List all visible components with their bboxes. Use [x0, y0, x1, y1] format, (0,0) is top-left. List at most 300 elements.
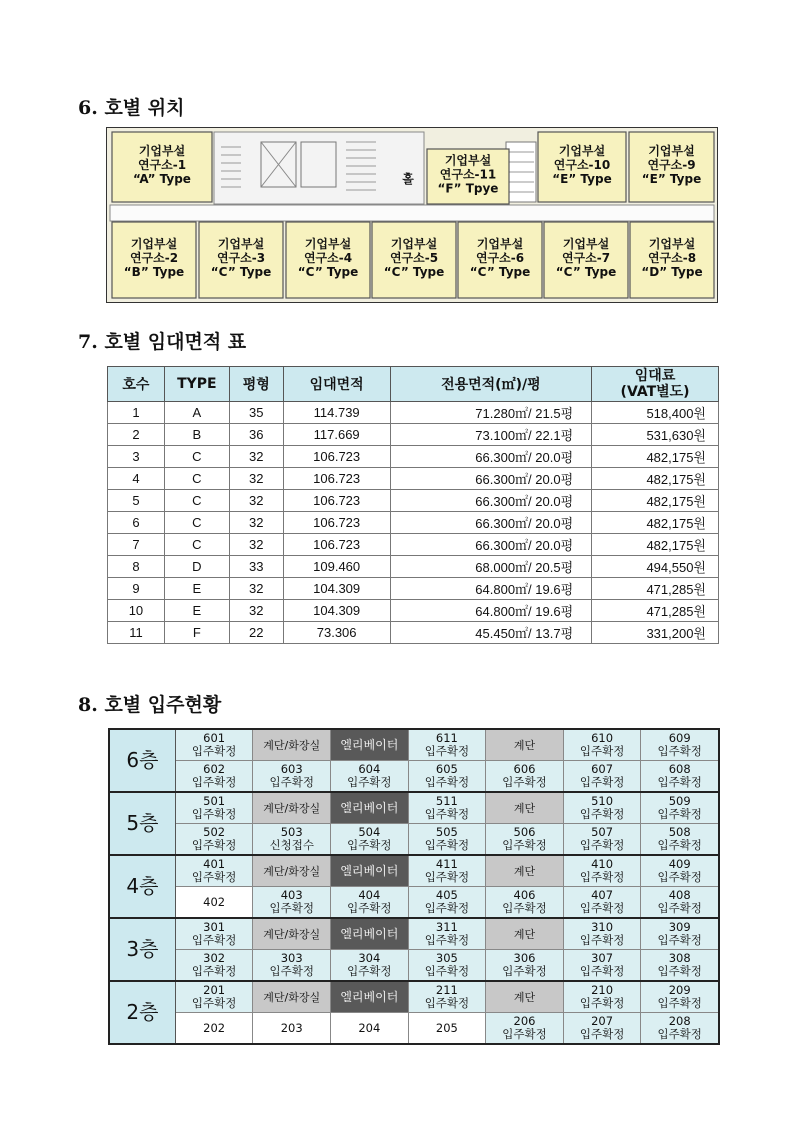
table-cell: 32: [229, 512, 283, 534]
table-cell: 66.300㎡/ 20.0평: [390, 534, 592, 556]
room-number: 404: [358, 888, 381, 902]
room-status: 입주확정: [424, 807, 470, 821]
room-label-line: 기업부설: [558, 144, 606, 158]
table-cell: 106.723: [283, 468, 390, 490]
room-number: 503: [280, 825, 303, 839]
floor-row-top: [109, 792, 719, 824]
col-header-unit: 호수: [108, 367, 165, 402]
room-label-line: 기업부설: [217, 237, 265, 251]
stair-cell: 계단/화장실: [253, 981, 331, 1013]
room-status: 입주확정: [424, 870, 470, 884]
room-status: 입주확정: [424, 901, 470, 915]
stair-cell: 계단: [486, 729, 564, 761]
room-number: 303: [280, 951, 303, 965]
stair-cell: 계단/화장실: [253, 918, 331, 950]
table-row: [108, 424, 719, 446]
room-number: 207: [591, 1014, 614, 1028]
table-row: [108, 512, 719, 534]
room-status: 입주확정: [579, 933, 625, 947]
room-cell: [641, 855, 719, 887]
table-cell: 471,285원: [592, 578, 719, 600]
room-number: 209: [668, 983, 691, 997]
room-number: 204: [358, 1020, 381, 1035]
room-status: 입주확정: [657, 933, 702, 947]
room-cell: [331, 824, 409, 856]
room-number: 611: [435, 731, 458, 745]
table-cell: 482,175원: [592, 490, 719, 512]
room-status: 입주확정: [347, 775, 392, 789]
room-cell: [486, 950, 564, 982]
table-cell: 73.306: [283, 622, 390, 644]
room-cell: [408, 887, 486, 919]
room-status: 입주확정: [657, 838, 702, 852]
elevator-cell: 엘리베이터: [331, 918, 409, 950]
floor-row-bottom: [109, 887, 719, 919]
room-cell: [175, 887, 253, 919]
table-cell: 104.309: [283, 600, 390, 622]
floor-row-top: [109, 981, 719, 1013]
room-number: 201: [203, 983, 226, 997]
room-label-line: 연구소-3: [216, 251, 266, 265]
room-status: 입주확정: [424, 838, 470, 852]
room-label-line: “E” Type: [552, 172, 612, 186]
room-number: 505: [435, 825, 458, 839]
room-cell: [486, 887, 564, 919]
room-number: 311: [435, 920, 458, 934]
elevator-cell: 엘리베이터: [331, 981, 409, 1013]
room-number: 407: [591, 888, 614, 902]
floor-row-bottom: [109, 824, 719, 856]
room-status: 입주확정: [657, 870, 702, 884]
room-label-line: 연구소-10: [553, 158, 611, 172]
room-cell: [253, 1013, 331, 1045]
floor-plan-room: [112, 132, 212, 202]
room-number: 205: [435, 1020, 458, 1035]
elevator-cell: 엘리베이터: [331, 855, 409, 887]
table-cell: 32: [229, 600, 283, 622]
col-header-rent: 임대료 (VAT별도): [592, 367, 719, 402]
room-status: 입주확정: [657, 901, 702, 915]
room-status: 입주확정: [191, 744, 237, 758]
col-header-pyeong: 평형: [229, 367, 283, 402]
room-cell: [563, 792, 641, 824]
room-label-line: 기업부설: [562, 237, 610, 251]
room-cell: [175, 761, 253, 793]
room-label-line: “C” Type: [555, 265, 617, 279]
room-cell: [563, 729, 641, 761]
room-number: 208: [668, 1014, 691, 1028]
stair-cell: 계단: [486, 792, 564, 824]
room-number: 307: [591, 951, 614, 965]
room-status: 입주확정: [269, 901, 314, 915]
room-cell: [563, 981, 641, 1013]
table-cell: 482,175원: [592, 468, 719, 490]
table-row: [108, 578, 719, 600]
table-cell: 64.800㎡/ 19.6평: [390, 600, 592, 622]
room-label-line: 연구소-11: [439, 167, 497, 182]
room-number: 608: [668, 762, 691, 776]
floor-row-bottom: [109, 950, 719, 982]
room-number: 402: [203, 894, 226, 909]
room-number: 308: [668, 951, 691, 965]
section-title-occupancy: 8. 호별 입주현황: [78, 694, 222, 716]
room-label-line: 연구소-4: [303, 251, 353, 265]
floor-plan-room: [458, 222, 542, 298]
table-cell: E: [164, 600, 229, 622]
room-number: 410: [591, 857, 614, 871]
table-cell: 32: [229, 490, 283, 512]
stair-cell: 계단: [486, 855, 564, 887]
table-cell: 6: [108, 512, 165, 534]
floor-plan-room: [544, 222, 628, 298]
table-cell: 2: [108, 424, 165, 446]
room-label-line: “F” Tpye: [437, 181, 499, 196]
room-cell: [175, 792, 253, 824]
floor-label: 5층: [109, 792, 175, 855]
table-cell: C: [164, 534, 229, 556]
room-cell: [641, 1013, 719, 1045]
table-cell: 10: [108, 600, 165, 622]
table-cell: 482,175원: [592, 446, 719, 468]
room-status: 입주확정: [579, 744, 625, 758]
room-label-line: 연구소-8: [647, 251, 697, 265]
room-status: 입주확정: [579, 996, 625, 1010]
room-cell: [408, 1013, 486, 1045]
room-cell: [408, 981, 486, 1013]
room-cell: [641, 981, 719, 1013]
floor-row-bottom: [109, 761, 719, 793]
table-cell: C: [164, 512, 229, 534]
col-header-exclusive-area: 전용면적(㎡)/평: [390, 367, 592, 402]
floor-plan-room: [286, 222, 370, 298]
table-cell: 36: [229, 424, 283, 446]
rent-table-header: [108, 367, 719, 402]
room-cell: [331, 1013, 409, 1045]
room-status: 입주확정: [502, 838, 547, 852]
table-cell: 66.300㎡/ 20.0평: [390, 468, 592, 490]
room-cell: [563, 824, 641, 856]
room-cell: [408, 855, 486, 887]
room-status: 입주확정: [347, 838, 392, 852]
floor-row-top: [109, 729, 719, 761]
floor-row-top: [109, 855, 719, 887]
room-cell: [408, 729, 486, 761]
table-row: [108, 534, 719, 556]
elevator-cell: 엘리베이터: [331, 729, 409, 761]
room-number: 202: [203, 1020, 226, 1035]
table-cell: C: [164, 490, 229, 512]
table-cell: 471,285원: [592, 600, 719, 622]
room-status: 입주확정: [579, 807, 625, 821]
room-label-line: 연구소-9: [647, 158, 696, 172]
table-row: [108, 490, 719, 512]
stair-cell: 계단: [486, 918, 564, 950]
table-cell: F: [164, 622, 229, 644]
floor-row-bottom: [109, 1013, 719, 1045]
room-number: 411: [435, 857, 458, 871]
rent-area-table: [107, 366, 719, 644]
room-cell: [641, 761, 719, 793]
room-cell: [331, 950, 409, 982]
table-cell: 114.739: [283, 402, 390, 424]
table-cell: C: [164, 446, 229, 468]
table-cell: 106.723: [283, 512, 390, 534]
table-cell: 66.300㎡/ 20.0평: [390, 512, 592, 534]
room-cell: [175, 950, 253, 982]
room-cell: [175, 918, 253, 950]
room-cell: [563, 950, 641, 982]
table-cell: 1: [108, 402, 165, 424]
col-header-type: TYPE: [164, 367, 229, 402]
section-title-rent-area: 7. 호별 임대면적 표: [78, 331, 247, 353]
room-cell: [563, 887, 641, 919]
room-status: 입주확정: [502, 775, 547, 789]
room-label-line: 기업부설: [476, 237, 524, 251]
table-cell: 482,175원: [592, 512, 719, 534]
room-number: 506: [513, 825, 536, 839]
room-cell: [641, 792, 719, 824]
floor-label: 6층: [109, 729, 175, 792]
room-number: 206: [513, 1014, 536, 1028]
table-cell: 106.723: [283, 446, 390, 468]
room-number: 508: [668, 825, 691, 839]
room-status: 입주확정: [657, 1027, 702, 1041]
floor-plan-room: [199, 222, 283, 298]
room-status: 입주확정: [191, 775, 237, 789]
room-cell: [175, 981, 253, 1013]
hall-label: 홀: [402, 172, 414, 186]
room-number: 405: [435, 888, 458, 902]
table-cell: 3: [108, 446, 165, 468]
room-status: 입주확정: [191, 870, 237, 884]
table-cell: 104.309: [283, 578, 390, 600]
room-number: 606: [513, 762, 536, 776]
room-label-line: “C” Type: [210, 265, 272, 279]
room-label-line: 기업부설: [130, 237, 178, 251]
floor-plan-room: [630, 222, 714, 298]
room-number: 604: [358, 762, 381, 776]
room-status: 입주확정: [657, 996, 702, 1010]
floor-plan: [106, 127, 718, 303]
room-number: 406: [513, 888, 536, 902]
room-cell: [253, 887, 331, 919]
table-row: [108, 600, 719, 622]
floor-row-top: [109, 918, 719, 950]
room-number: 603: [280, 762, 303, 776]
room-status: 입주확정: [502, 1027, 547, 1041]
stair-cell: 계단/화장실: [253, 729, 331, 761]
table-cell: 482,175원: [592, 534, 719, 556]
room-label-line: 연구소-5: [389, 251, 439, 265]
room-status: 입주확정: [657, 807, 702, 821]
room-label-line: “C” Type: [469, 265, 531, 279]
table-cell: C: [164, 468, 229, 490]
room-status: 입주확정: [579, 838, 625, 852]
room-number: 310: [591, 920, 614, 934]
room-status: 입주확정: [502, 901, 547, 915]
room-label-line: 기업부설: [138, 144, 186, 158]
room-number: 511: [435, 794, 458, 808]
room-cell: [486, 1013, 564, 1045]
room-cell: [175, 824, 253, 856]
room-status: 입주확정: [269, 775, 314, 789]
room-status: 입주확정: [424, 775, 470, 789]
room-cell: [563, 855, 641, 887]
table-row: [108, 446, 719, 468]
occupancy-table: [108, 728, 720, 1045]
room-label-line: “C” Type: [297, 265, 359, 279]
room-status: 입주확정: [424, 744, 470, 758]
room-label-line: 기업부설: [304, 237, 352, 251]
room-status: 입주확정: [347, 901, 392, 915]
room-number: 203: [280, 1020, 303, 1035]
table-cell: 494,550원: [592, 556, 719, 578]
room-status: 입주확정: [191, 996, 237, 1010]
room-cell: [408, 792, 486, 824]
room-cell: [408, 761, 486, 793]
room-cell: [408, 824, 486, 856]
room-cell: [563, 918, 641, 950]
table-cell: 32: [229, 446, 283, 468]
room-status: 입주확정: [269, 964, 314, 978]
floor-label: 3층: [109, 918, 175, 981]
room-status: 입주확정: [657, 775, 702, 789]
stair-cell: 계단: [486, 981, 564, 1013]
room-number: 504: [358, 825, 381, 839]
room-number: 305: [435, 951, 458, 965]
room-status: 입주확정: [347, 964, 392, 978]
room-status: 입주확정: [579, 901, 625, 915]
room-status: 입주확정: [191, 964, 237, 978]
floor-plan-room: [372, 222, 456, 298]
room-status: 입주확정: [191, 933, 237, 947]
room-label-line: 기업부설: [444, 153, 492, 168]
room-cell: [563, 761, 641, 793]
room-cell: [331, 761, 409, 793]
room-number: 602: [203, 762, 226, 776]
room-cell: [641, 918, 719, 950]
table-cell: 11: [108, 622, 165, 644]
room-number: 403: [280, 888, 303, 902]
room-number: 601: [203, 731, 226, 745]
table-cell: 518,400원: [592, 402, 719, 424]
room-label-line: 연구소-7: [561, 251, 611, 265]
col-header-rent-area: 임대면적: [283, 367, 390, 402]
elevator-cell: 엘리베이터: [331, 792, 409, 824]
room-cell: [641, 887, 719, 919]
room-number: 302: [203, 951, 226, 965]
room-label-line: 연구소-6: [475, 251, 525, 265]
table-cell: 106.723: [283, 534, 390, 556]
table-cell: 32: [229, 534, 283, 556]
room-number: 501: [203, 794, 226, 808]
room-number: 301: [203, 920, 226, 934]
room-cell: [641, 950, 719, 982]
room-label-line: 기업부설: [390, 237, 438, 251]
room-status: 입주확정: [657, 744, 702, 758]
room-status: 입주확정: [424, 933, 470, 947]
table-row: [108, 402, 719, 424]
table-cell: B: [164, 424, 229, 446]
floor-plan-room: [427, 149, 509, 204]
room-status: 입주확정: [579, 870, 625, 884]
table-cell: 68.000㎡/ 20.5평: [390, 556, 592, 578]
room-number: 210: [591, 983, 614, 997]
room-cell: [175, 729, 253, 761]
room-status: 입주확정: [424, 996, 470, 1010]
table-cell: 5: [108, 490, 165, 512]
table-cell: 66.300㎡/ 20.0평: [390, 446, 592, 468]
table-cell: 109.460: [283, 556, 390, 578]
table-cell: 106.723: [283, 490, 390, 512]
room-cell: [253, 824, 331, 856]
table-cell: A: [164, 402, 229, 424]
table-cell: 32: [229, 578, 283, 600]
section-title-location: 6. 호별 위치: [78, 97, 185, 119]
room-label-line: 기업부설: [648, 144, 695, 158]
room-status: 입주확정: [191, 838, 237, 852]
table-cell: 73.100㎡/ 22.1평: [390, 424, 592, 446]
room-number: 304: [358, 951, 381, 965]
table-cell: 22: [229, 622, 283, 644]
room-number: 401: [203, 857, 226, 871]
stair-cell: 계단/화장실: [253, 855, 331, 887]
room-status: 입주확정: [579, 775, 625, 789]
room-label-line: 연구소-2: [129, 251, 179, 265]
floor-plan-room: [538, 132, 626, 202]
room-number: 509: [668, 794, 691, 808]
room-label-line: 연구소-1: [137, 158, 187, 172]
room-number: 309: [668, 920, 691, 934]
room-number: 510: [591, 794, 614, 808]
table-cell: 33: [229, 556, 283, 578]
room-cell: [253, 761, 331, 793]
room-status: 입주확정: [579, 1027, 625, 1041]
room-number: 409: [668, 857, 691, 871]
room-number: 607: [591, 762, 614, 776]
room-cell: [331, 887, 409, 919]
table-cell: 66.300㎡/ 20.0평: [390, 490, 592, 512]
room-number: 408: [668, 888, 691, 902]
room-cell: [641, 729, 719, 761]
table-cell: 117.669: [283, 424, 390, 446]
floor-plan-room: [629, 132, 714, 202]
room-label-line: “E” Type: [641, 172, 702, 186]
room-cell: [486, 761, 564, 793]
floor-plan-room: [112, 222, 196, 298]
room-number: 211: [435, 983, 458, 997]
stair-cell: 계단/화장실: [253, 792, 331, 824]
room-number: 507: [591, 825, 614, 839]
room-cell: [253, 950, 331, 982]
room-cell: [175, 1013, 253, 1045]
room-label-line: “A” Type: [133, 172, 191, 186]
room-status: 입주확정: [657, 964, 702, 978]
room-label-line: “C” Type: [383, 265, 445, 279]
room-number: 605: [435, 762, 458, 776]
room-cell: [175, 855, 253, 887]
room-label-line: “B” Type: [123, 265, 185, 279]
floor-label: 4층: [109, 855, 175, 918]
table-cell: 64.800㎡/ 19.6평: [390, 578, 592, 600]
table-cell: D: [164, 556, 229, 578]
table-cell: 35: [229, 402, 283, 424]
room-label-line: 기업부설: [648, 237, 696, 251]
room-cell: [486, 824, 564, 856]
table-cell: 32: [229, 468, 283, 490]
room-cell: [408, 950, 486, 982]
table-cell: 4: [108, 468, 165, 490]
